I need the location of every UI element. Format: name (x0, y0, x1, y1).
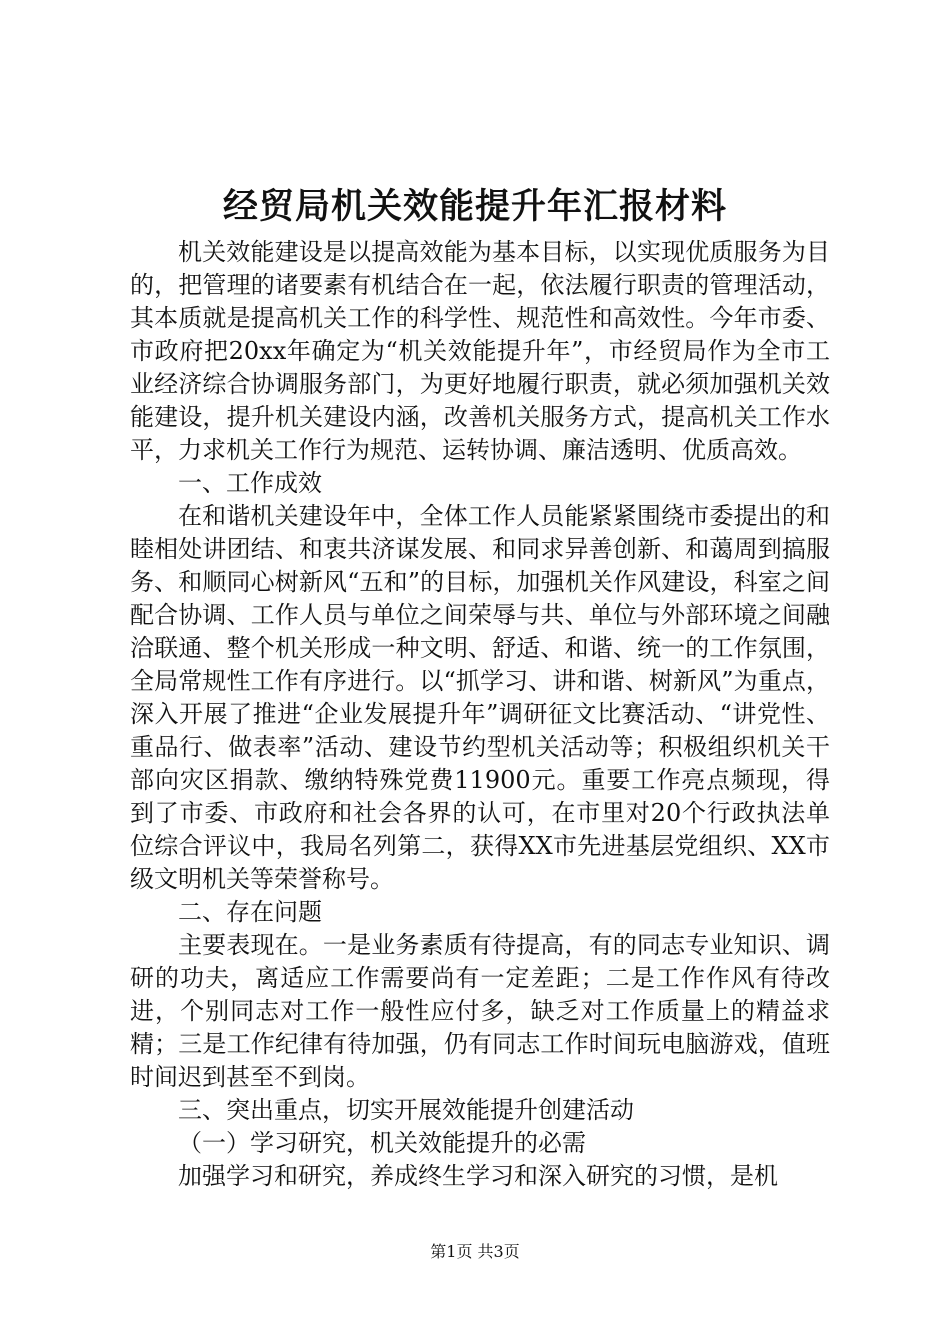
subsection-heading-study: （一）学习研究，机关效能提升的必需 (178, 1129, 586, 1157)
section-heading-focus: 三、突出重点，切实开展效能提升创建活动 (178, 1096, 634, 1124)
document-body (130, 236, 830, 1193)
section-heading-problems: 二、存在问题 (178, 898, 322, 926)
document-title: 经贸局机关效能提升年汇报材料 (222, 186, 727, 227)
paragraph-results: 在和谐机关建设年中，全体工作人员能紧紧围绕市委提出的和睦相处讲团结、和衷共济谋发展、和同求异善创新、和蔼周到搞服务、和顺同心树新风“五和”的目标，加强机关作风建设，科室之间配合协调、工作人员与单位之间荣辱与共、单位与外部环境之间融洽联通、整个机关形成一种文明、舒适、和谐、统一的工作氛围，全局常规性工作有序进行。以“抓学习、讲和谐、树新风”为重点，深入开展了推进“企业发展提升年”调研征文比赛活动、“讲党性、重品行、做表率”活动、建设节约型机关活动等；积极组织机关干部向灾区捐款、缴纳特殊党费11900元。重要工作亮点频现，得到了市委、市政府和社会各界的认可，在市里对20个行政执法单位综合评议中，我局名列第二，获得XX市先进基层党组织、XX市级文明机关等荣誉称号。 (130, 502, 830, 893)
paragraph-study: 加强学习和研究，养成终生学习和深入研究的习惯，是机 (178, 1162, 778, 1190)
page-footer: 第1页 共3页 (430, 1242, 520, 1261)
paragraph-intro: 机关效能建设是以提高效能为基本目标，以实现优质服务为目的，把管理的诸要素有机结合在一起，依法履行职责的管理活动，其本质就是提高机关工作的科学性、规范性和高效性。今年市委、市政府把20xx年确定为“机关效能提升年”，市经贸局作为全市工业经济综合协调服务部门，为更好地履行职责，就必须加强机关效能建设，提升机关建设内涵，改善机关服务方式，提高机关工作水平，力求机关工作行为规范、运转协调、廉洁透明、优质高效。 (130, 238, 830, 464)
paragraph-problems: 主要表现在。一是业务素质有待提高，有的同志专业知识、调研的功夫，离适应工作需要尚有一定差距；二是工作作风有待改进，个别同志对工作一般性应付多，缺乏对工作质量上的精益求精；三是工作纪律有待加强，仍有同志工作时间玩电脑游戏，值班时间迟到甚至不到岗。 (130, 931, 830, 1091)
section-heading-results: 一、工作成效 (178, 469, 322, 497)
